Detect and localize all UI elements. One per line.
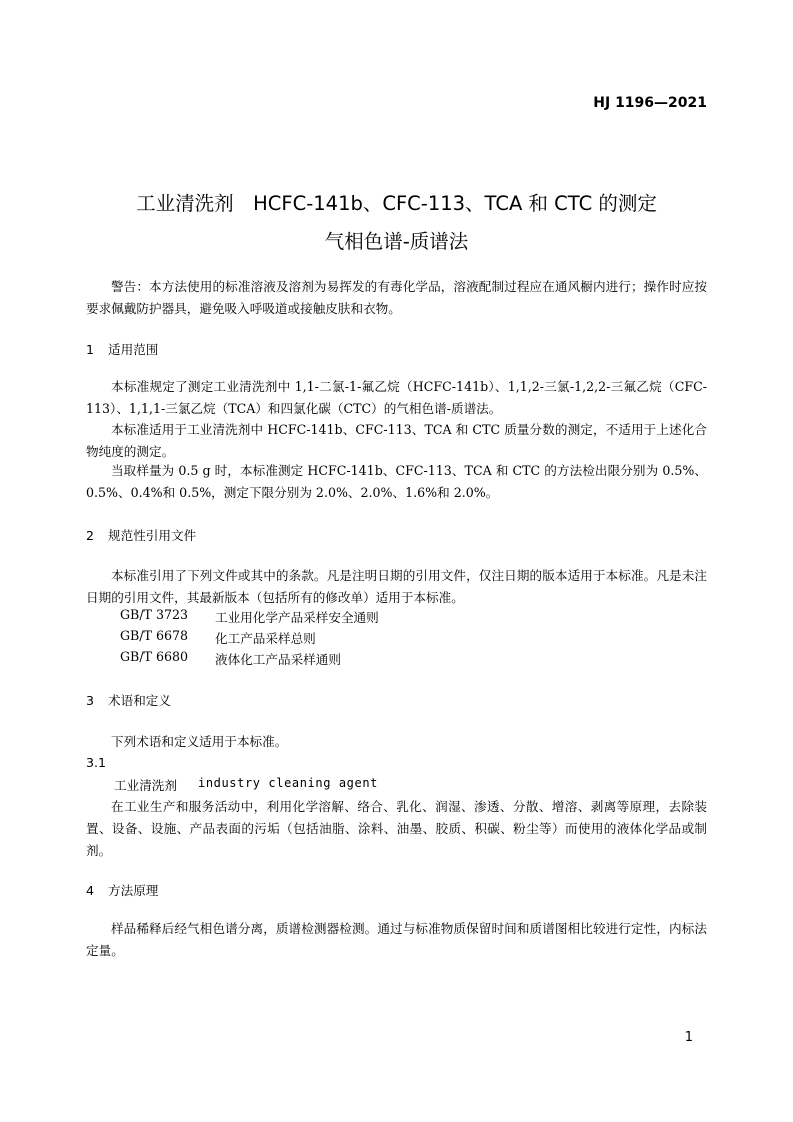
section-4-heading (86, 880, 158, 899)
section-1-paragraph-2: 本标准适用于工业清洗剂中 HCFC-141b、CFC-113、TCA 和 CTC 质量分数的测定，不适用于上述化合物纯度的测定。 (86, 422, 707, 459)
section-1-heading (86, 339, 158, 358)
reference-code: GB/T 6680 (120, 649, 189, 664)
section-2-paragraph-1: 本标准引用了下列文件或其中的条款。凡是注明日期的引用文件，仅注日期的版本适用于本标准。凡是未注日期的引用文件，其最新版本（包括所有的修改单）适用于本标准。 (86, 568, 707, 605)
section-title: 术语和定义 (108, 693, 171, 708)
standard-code: HJ 1196—2021 (593, 95, 707, 111)
section-2-heading (86, 525, 196, 544)
term-english: industry cleaning agent (198, 776, 378, 790)
reference-code: GB/T 6678 (120, 628, 189, 643)
page-number: 1 (684, 1030, 693, 1045)
section-title: 方法原理 (108, 883, 159, 898)
term-chinese: 工业清洗剂 (114, 778, 177, 793)
section-title: 规范性引用文件 (108, 528, 197, 543)
reference-title: 液体化工产品采样通则 (215, 652, 341, 667)
section-3-paragraph-1: 下列术语和定义适用于本标准。 (111, 734, 288, 749)
term-number: 3.1 (86, 755, 107, 770)
section-4-paragraph-1: 样品稀释后经气相色谱分离，质谱检测器检测。通过与标准物质保留时间和质谱图相比较进行定性，内标法定量。 (86, 921, 707, 958)
section-title: 适用范围 (108, 342, 159, 357)
document-title: 工业清洗剂 HCFC-141b、CFC-113、TCA 和 CTC 的测定 (136, 192, 657, 215)
section-number: 4 (86, 883, 95, 898)
section-number: 2 (86, 528, 95, 543)
reference-title: 工业用化学产品采样安全通则 (215, 610, 379, 625)
reference-title: 化工产品采样总则 (215, 631, 316, 646)
section-number: 1 (86, 342, 95, 357)
section-1-paragraph-3: 当取样量为 0.5 g 时，本标准测定 HCFC-141b、CFC-113、TCA 和 CTC 的方法检出限分别为 0.5%、0.5%、0.4%和 0.5%，测定下限分别为 2.0%、2.0%、1.6%和 2.0%。 (86, 463, 707, 500)
reference-code: GB/T 3723 (120, 607, 189, 622)
term-definition: 在工业生产和服务活动中，利用化学溶解、络合、乳化、润湿、渗透、分散、增溶、剥离等原理，去除装置、设备、设施、产品表面的污垢（包括油脂、涂料、油墨、胶质、积碳、粉尘等）而使用的液体化学品或制剂。 (86, 799, 707, 858)
document-subtitle: 气相色谱-质谱法 (324, 230, 469, 253)
warning-paragraph: 警告：本方法使用的标准溶液及溶剂为易挥发的有毒化学品，溶液配制过程应在通风橱内进行；操作时应按要求佩戴防护器具，避免吸入呼吸道或接触皮肤和衣物。 (86, 279, 707, 316)
section-3-heading (86, 690, 171, 709)
section-1-paragraph-1: 本标准规定了测定工业清洗剂中 1,1-二氯-1-氟乙烷（HCFC-141b）、1,1,2-三氯-1,2,2-三氟乙烷（CFC-113）、1,1,1-三氯乙烷（TCA）和四氯化碳（CTC）的气相色谱-质谱法。 (86, 379, 707, 416)
section-number: 3 (86, 693, 95, 708)
